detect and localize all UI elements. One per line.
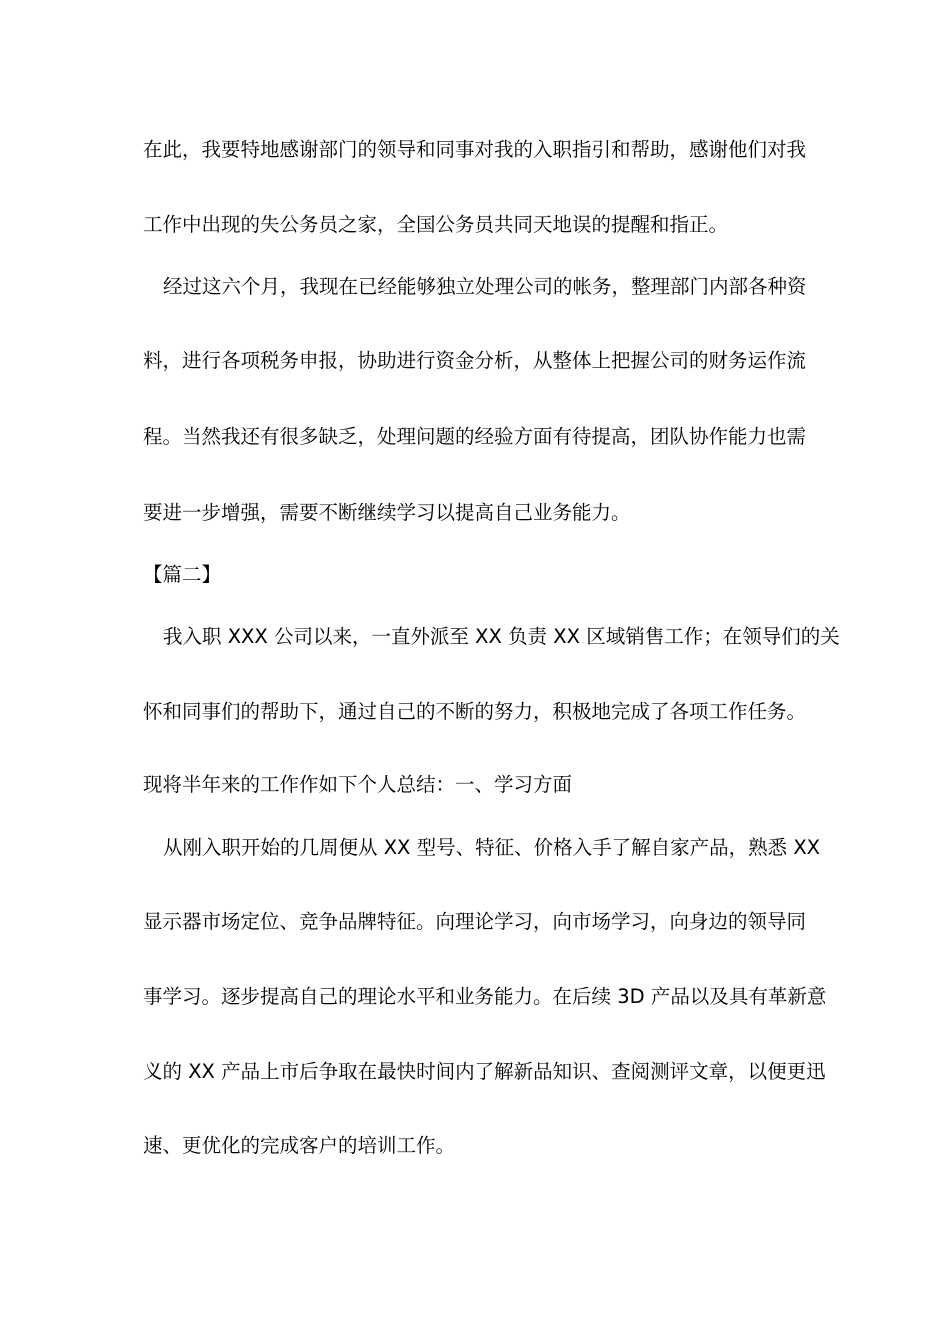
paragraph-line: 速、更优化的完成客户的培训工作。 [143,1134,456,1157]
paragraph-line: 在此，我要特地感谢部门的领导和同事对我的入职指引和帮助，感谢他们对我 [143,138,807,161]
paragraph-line: 经过这六个月，我现在已经能够独立处理公司的帐务，整理部门内部各种资 [163,275,807,298]
paragraph-line: 义的 XX 产品上市后争取在最快时间内了解新品知识、查阅测评文章，以便更迅 [143,1060,826,1083]
paragraph-line: 从刚入职开始的几周便从 XX 型号、特征、价格入手了解自家产品，熟悉 XX [163,836,821,859]
paragraph-line: 现将半年来的工作作如下个人总结：一、学习方面 [143,773,573,796]
paragraph-line: 事学习。逐步提高自己的理论水平和业务能力。在后续 3D 产品以及具有革新意 [143,985,827,1008]
paragraph-line: 程。当然我还有很多缺乏，处理问题的经验方面有待提高，团队协作能力也需 [143,425,807,448]
section-heading: 【篇二】 [143,563,222,586]
paragraph-line: 要进一步增强，需要不断继续学习以提高自己业务能力。 [143,501,631,524]
paragraph-line: 怀和同事们的帮助下，通过自己的不断的努力，积极地完成了各项工作任务。 [143,700,807,723]
paragraph-line: 料，进行各项税务申报，协助进行资金分析，从整体上把握公司的财务运作流 [143,349,807,372]
paragraph-line: 我入职 XXX 公司以来，一直外派至 XX 负责 XX 区域销售工作；在领导们的关 [163,625,840,648]
paragraph-line: 显示器市场定位、竞争品牌特征。向理论学习，向市场学习，向身边的领导同 [143,910,807,933]
paragraph-line: 工作中出现的失公务员之家，全国公务员共同天地误的提醒和指正。 [143,213,729,236]
